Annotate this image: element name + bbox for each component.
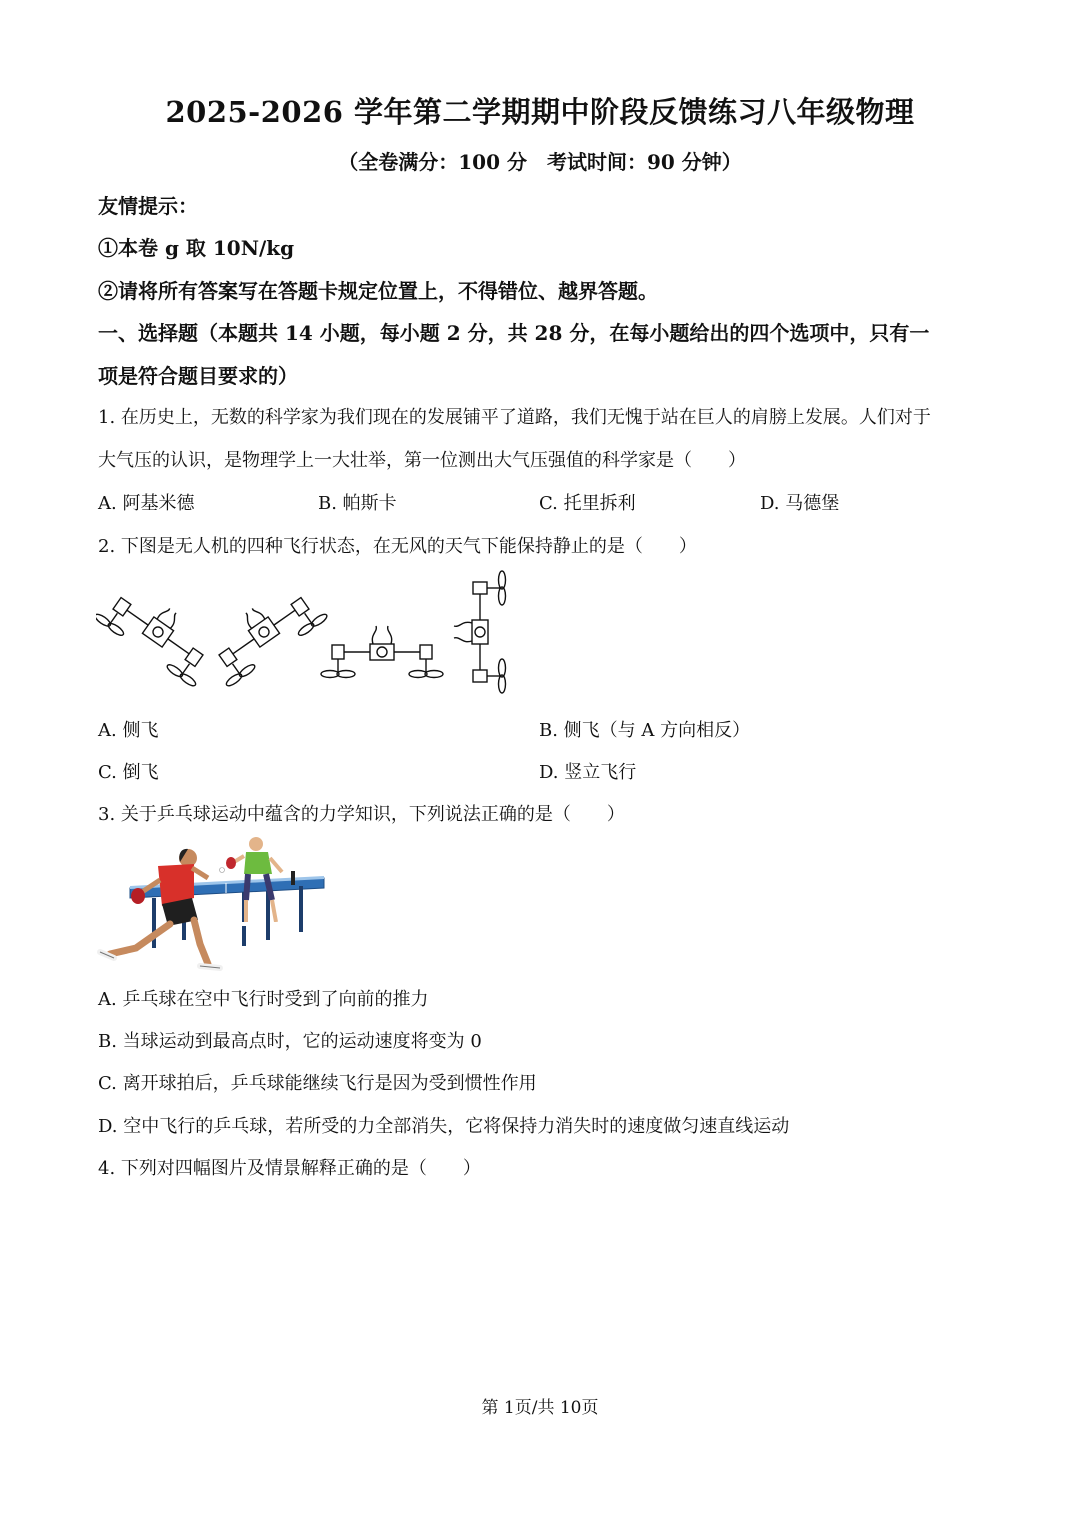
q2-option-c: C. 倒飞 <box>98 762 159 783</box>
section-heading-line-1: 一、选择题（本题共 14 小题，每小题 2 分，共 28 分，在每小题给出的四个选项中，只有一 <box>98 321 930 345</box>
page-footer: 第 1页/共 10页 <box>481 1398 599 1418</box>
tips-item-1: ①本卷 g 取 10N/kg <box>98 236 295 260</box>
q1-option-a: A. 阿基米德 <box>98 493 195 514</box>
q2-option-b: B. 侧飞（与 A 方向相反） <box>539 720 751 741</box>
tips-heading: 友情提示： <box>98 194 198 218</box>
drone-a-image <box>96 576 223 688</box>
tips-item-2: ②请将所有答案写在答题卡规定位置上，不得错位、越界答题。 <box>98 279 658 303</box>
section-heading-line-2: 项是符合题目要求的） <box>98 364 298 388</box>
drone-b-image <box>199 576 328 688</box>
q4-stem: 4. 下列对四幅图片及情景解释正确的是（ ） <box>98 1158 481 1179</box>
q1-option-b: B. 帕斯卡 <box>318 493 397 514</box>
drone-c-image <box>321 626 443 678</box>
q3-option-b: B. 当球运动到最高点时，它的运动速度将变为 0 <box>98 1031 482 1052</box>
q3-option-a: A. 乒乓球在空中飞行时受到了向前的推力 <box>98 989 429 1010</box>
q1-stem-line-1: 1. 在历史上，无数的科学家为我们现在的发展铺平了道路，我们无愧于站在巨人的肩膀上发展。人们对于 <box>98 407 931 428</box>
drone-d-image <box>454 571 506 693</box>
q2-option-d: D. 竖立飞行 <box>539 762 637 783</box>
page-title: 2025-2026 学年第二学期期中阶段反馈练习八年级物理 <box>165 95 915 129</box>
q2-stem: 2. 下图是无人机的四种飞行状态，在无风的天气下能保持静止的是（ ） <box>98 536 697 557</box>
table-tennis-illustration <box>96 836 328 976</box>
q1-stem-line-2: 大气压的认识，是物理学上一大壮举，第一位测出大气压强值的科学家是（ ） <box>98 450 746 471</box>
q1-option-c: C. 托里拆利 <box>539 493 636 514</box>
page-subtitle: （全卷满分：100 分 考试时间：90 分钟） <box>338 150 742 174</box>
q3-option-c: C. 离开球拍后，乒乓球能继续飞行是因为受到惯性作用 <box>98 1073 537 1094</box>
q3-stem: 3. 关于乒乓球运动中蕴含的力学知识，下列说法正确的是（ ） <box>98 804 625 825</box>
drone-states-figure <box>96 570 516 700</box>
q1-option-d: D. 马德堡 <box>760 493 840 514</box>
q3-option-d: D. 空中飞行的乒乓球，若所受的力全部消失，它将保持力消失时的速度做匀速直线运动 <box>98 1116 790 1137</box>
q2-option-a: A. 侧飞 <box>98 720 159 741</box>
